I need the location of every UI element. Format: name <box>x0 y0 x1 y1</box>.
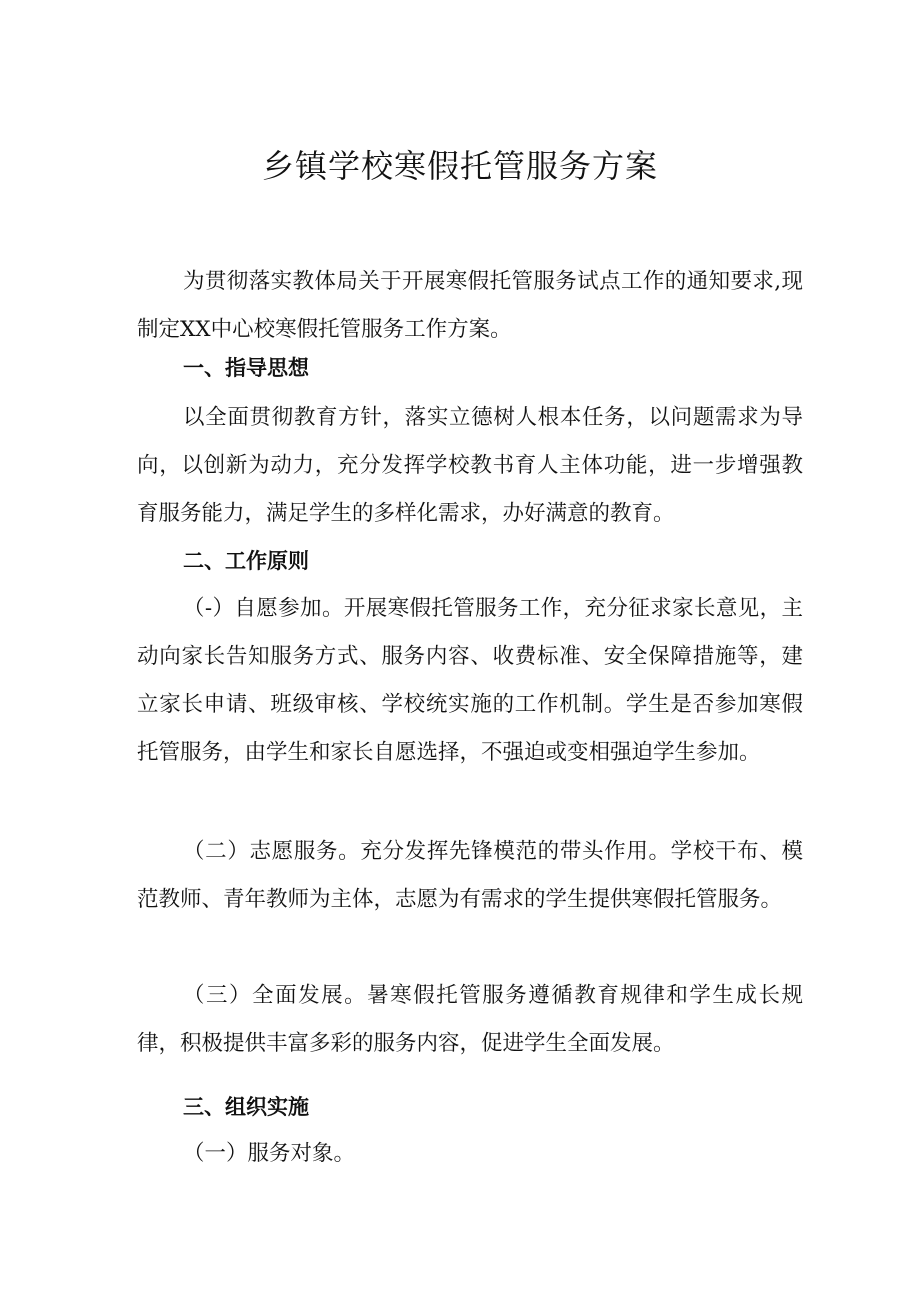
principle-voluntary-paragraph: （-）自愿参加。开展寒假托管服务工作，充分征求家长意见，主动向家长告知服务方式、服务内容、收费标准、安全保障措施等，建立家长申请、班级审核、学校统实施的工作机制。学生是否参加寒假托管服务，由学生和家长自愿选择，不强迫或变相强迫学生参加。 <box>137 596 803 765</box>
document-title: 乡镇学校寒假托管服务方案 <box>261 147 658 185</box>
principle-volunteer-service-paragraph: （二）志愿服务。充分发挥先锋模范的带头作用。学校干布、模范教师、青年教师为主体，志愿为有需求的学生提供寒假托管服务。 <box>137 839 803 912</box>
section-heading-organization: 三、组织实施 <box>183 1095 309 1119</box>
guiding-ideology-paragraph: 以全面贯彻教育方针，落实立德树人根本任务，以问题需求为导向，以创新为动力，充分发挥学校教书育人主体功能，进一步增强教育服务能力，满足学生的多样化需求，办好满意的教育。 <box>137 405 803 526</box>
section-heading-work-principles: 二、工作原则 <box>183 549 309 573</box>
principle-all-round-development-paragraph: （三）全面发展。暑寒假托管服务遵循教育规律和学生成长规律，积极提供丰富多彩的服务内容，促进学生全面发展。 <box>137 983 803 1056</box>
section-heading-guiding-ideology: 一、指导思想 <box>183 356 309 380</box>
service-target-subheading: （一）服务对象。 <box>183 1141 356 1166</box>
intro-paragraph: 为贯彻落实教体局关于开展寒假托管服务试点工作的通知要求,现制定XX中心校寒假托管服务工作方案。 <box>137 269 803 342</box>
